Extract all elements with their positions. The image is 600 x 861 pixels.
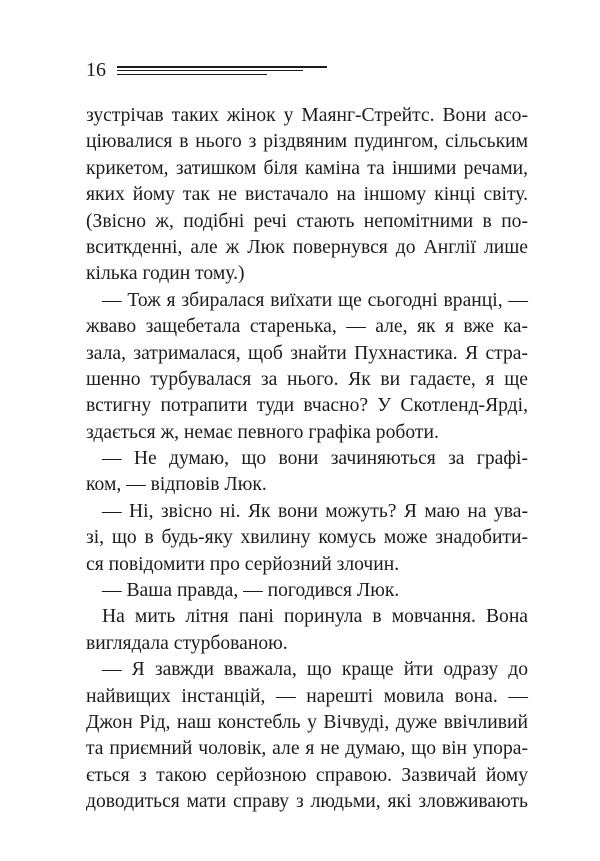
text-line: яких йому так не вистачало на іншому кінці світу. — [86, 184, 528, 206]
header-rules — [117, 66, 327, 80]
text-line: здається ж, немає певного графіка роботи. — [86, 421, 439, 443]
header-rule-middle — [117, 70, 303, 71]
text-line: доводиться мати справу з людьми, які зловживають — [86, 791, 528, 813]
text-line: та приємний чоловік, але я не думаю, що він упора- — [86, 738, 528, 760]
text-line: жваво защебетала старенька, — але, як я вже ка- — [86, 316, 528, 338]
text-line: вситкденні, але ж Люк повернувся до Англії лише — [86, 236, 528, 258]
text-line: ціювалися в нього з різдвяним пудингом, сільським — [86, 131, 528, 153]
text-line: встигну потрапити туди вчасно? У Скотленд-Ярді, — [86, 395, 528, 417]
text-line: виглядала стурбованою. — [86, 632, 288, 654]
text-line: — Я завжди вважала, що краще йти одразу до — [102, 659, 528, 681]
text-line: зі, що в будь-яку хвилину комусь може знадобити- — [86, 527, 528, 549]
text-line: — Тож я збиралася виїхати ще сьогодні вранці, — — [102, 289, 528, 311]
text-line: — Ні, звісно ні. Як вони можуть? Я маю на ува- — [102, 500, 528, 522]
text-line: ся повідомити про серйозний злочин. — [86, 553, 400, 575]
text-line: Джон Рід, наш констебль у Вічвуді, дуже ввічливий — [86, 711, 528, 733]
page-number: 16 — [86, 59, 106, 81]
text-line: крикетом, затишком біля каміна та іншими речами, — [86, 157, 528, 179]
text-line: зустрічав таких жінок у Маянг-Стрейтс. Вони асо- — [86, 105, 528, 126]
text-line: На мить літня пані поринула в мовчання. Вона — [102, 606, 528, 628]
header-rule-top — [117, 66, 327, 68]
text-line: кілька годин тому.) — [86, 263, 245, 285]
text-line: ком, — відповів Люк. — [86, 474, 267, 496]
text-line: — Не думаю, що вони зачиняються за графі- — [102, 448, 528, 470]
text-line: (Звісно ж, подібні речі стають непомітними в по- — [86, 210, 528, 232]
text-line: найвищих інстанцій, — нарешті мовила вона. — — [86, 685, 528, 707]
text-line: — Ваша правда, — погодився Люк. — [102, 580, 400, 602]
text-line: зала, затрималася, щоб знайти Пухнастика. Я стра- — [86, 342, 528, 364]
text-line: шенно турбувалася за нього. Як ви гадаєте, я ще — [86, 368, 528, 390]
body-text — [86, 103, 528, 816]
text-line: ється з такою серйозною справою. Зазвичай йому — [86, 764, 528, 786]
header-rule-bottom — [117, 74, 267, 75]
